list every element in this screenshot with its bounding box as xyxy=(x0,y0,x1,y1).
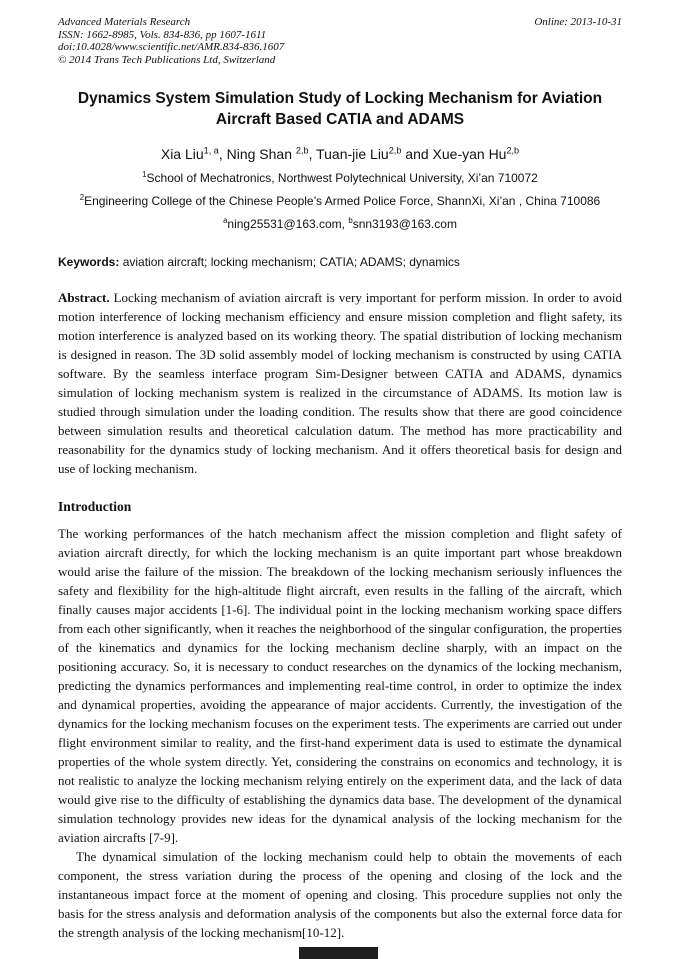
copyright-line: © 2014 Trans Tech Publications Ltd, Switzerland xyxy=(58,53,276,66)
affiliation-2: $^2$Engineering College of the Chinese People’s Armed Police Force, ShannXi, Xi’an , China 710086 xyxy=(79,193,601,208)
journal-header xyxy=(58,16,622,66)
footer-mark xyxy=(299,947,378,959)
keywords-label: Keywords: xyxy=(58,255,120,269)
section-heading-introduction: Introduction xyxy=(58,499,132,514)
author-emails: $^a$ning25531@163.com, $^b$snn3193@163.com xyxy=(223,216,457,231)
doi-line: doi:10.4028/www.scientific.net/AMR.834-836.1607 xyxy=(58,41,285,53)
abstract-text: Locking mechanism of aviation aircraft is very important for perform mission. In order to avoid motion interference of locking mechanism efficiency and ensure mission completion and flight safety, its motion interference is analyzed based on its working theory. The spatial distribution of locking mechanism is designed in reason. The 3D solid assembly model of locking mechanism is constructed by using CATIA software. By the seamless interface program Sim-Designer between CATIA and ADAMS, dynamics simulation of locking mechanism system is realized in the circumstance of ADAMS. Its motion law is studied through simulation under the loading condition. The results show that there are good coincidence between simulation results and theoretical calculation datum. The method has more practicability and reasonability for the dynamics study of locking mechanism. And it offers theoretical basis for design and use of locking mechanism. xyxy=(58,290,622,476)
keywords-text: aviation aircraft; locking mechanism; CATIA; ADAMS; dynamics xyxy=(119,255,460,269)
journal-name: Advanced Materials Research xyxy=(58,16,191,28)
affiliation-1: $^1$School of Mechatronics, Northwest Polytechnical University, Xi’an 710072 xyxy=(142,170,538,185)
paper-title: Dynamics System Simulation Study of Locking Mechanism for Aviation Aircraft Based CATIA and ADAMS xyxy=(77,90,603,128)
journal-header-left xyxy=(58,16,284,66)
online-date: Online: 2013-10-31 xyxy=(534,16,622,28)
issn-line: ISSN: 1662-8985, Vols. 834-836, pp 1607-1611 xyxy=(58,28,267,41)
authors-line: Xia Liu$^{1, a}$, Ning Shan $^{2,b}$, Tuan-jie Liu$^{2,b}$ and Xue-yan Hu$^{2,b}$ xyxy=(160,145,520,162)
abstract-label: Abstract. xyxy=(58,290,110,305)
abstract-paragraph xyxy=(58,288,622,478)
introduction-paragraph-1: The working performances of the hatch mechanism affect the mission completion and flight safety of aviation aircraft directly, for which the locking mechanism is an quite important part whose breakdown would arise the failure of the mission. The breakdown of the locking mechanism seriously influences the safety and flexibility for the high-altitude flight aircraft, even results in the falling of the aircraft, which finally causes major accidents [1-6]. The individual point in the locking mechanism working space differs from each other significantly, when it reaches the neighborhood of the singular configuration, the properties of the kinematics and dynamics for the locking mechanism decline sharply, with an impact on the positioning accuracy. So, it is necessary to conduct researches on the dynamics of the locking mechanism, predicting the dynamics performances and implementing real-time control, in order to optimize the index and dynamical properties, avoiding the appearance of major accidents. Currently, the investigation of the dynamics for the locking mechanism focuses on the experiment tests. The experiments are carried out under flight environment similar to reality, and the first-hand experiment data is used to estimate the dynamical properties of the whole system directly. Yet, considering the constrains on economics and technology, it is not realistic to analyze the locking mechanism relying entirely on the experiment data, and the lack of data would give rise to the difficulty of establishing the dynamics data base. The development of the dynamical simulation technology provides new ideas for the dynamical analysis of the locking mechanism for the aviation aircrafts [7-9]. xyxy=(58,526,622,845)
introduction-paragraph-2: The dynamical simulation of the locking mechanism could help to obtain the movements of each component, the stress variation during the process of the opening and closing of the lock and the instantaneous impact force at the moment of opening and closing. This procedure supplies not only the basis for the stress analysis and deformation analysis of the components but also the external force data for the strength analysis of the locking mechanism[10-12]. xyxy=(58,849,622,940)
keywords-line xyxy=(58,255,622,269)
